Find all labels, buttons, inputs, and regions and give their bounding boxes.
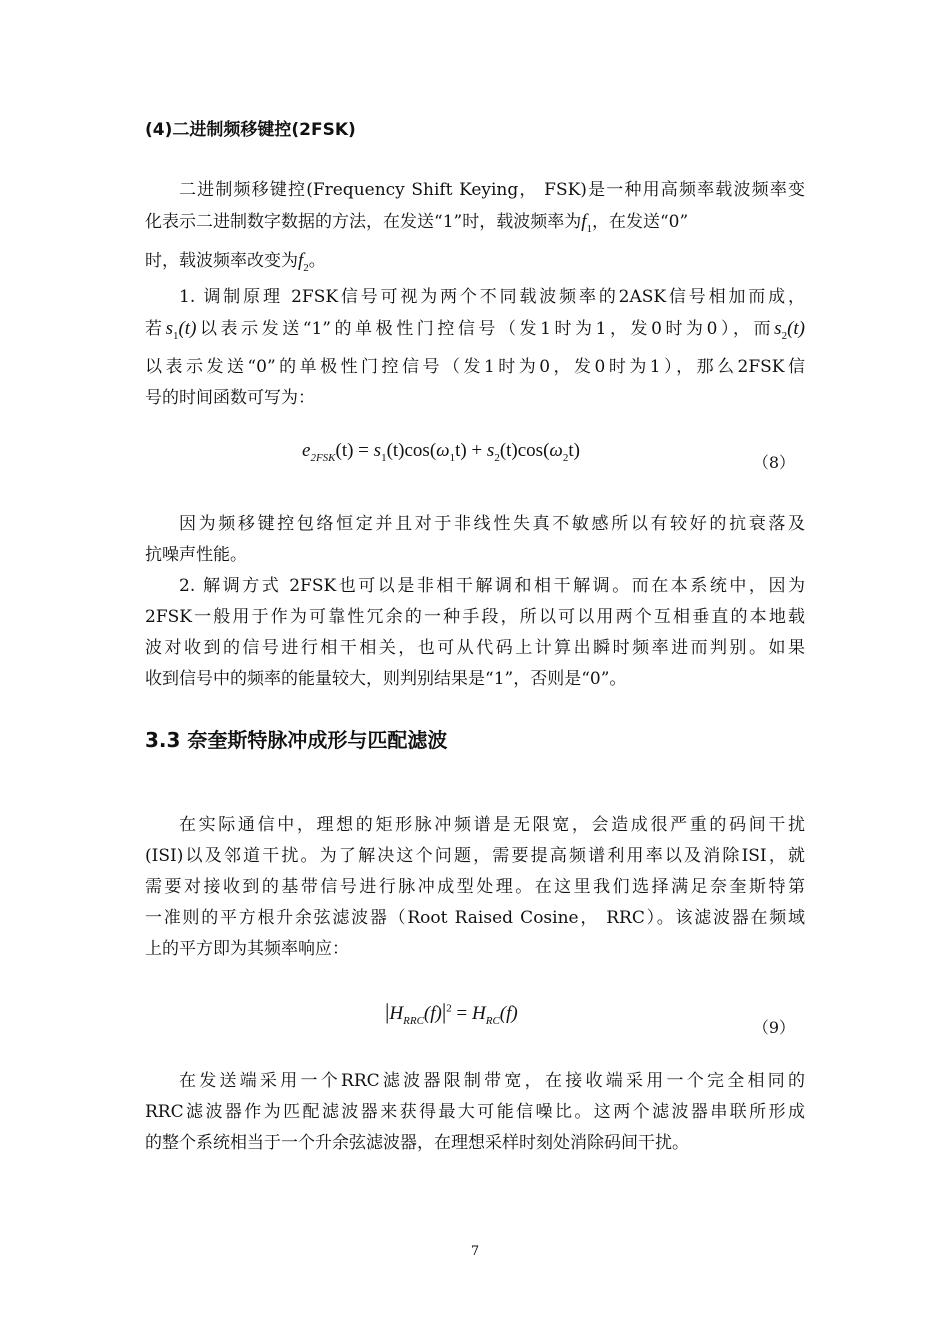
text-span: 。 [308,250,326,271]
eq-subscript: 2FSK [310,451,336,464]
eq-subscript: RRC [403,1014,424,1027]
eq-superscript: 2 [446,1002,452,1015]
eq-text: (t) = [335,440,374,461]
text-line [145,206,805,245]
equation-8-formula [302,440,580,464]
page-number: 7 [470,1244,480,1259]
text-line: 的整个系统相当于一个升余弦滤波器，在理想采样时刻处消除码间干扰。 [145,1133,689,1153]
eq-symbol: H [471,1003,486,1024]
symbol-subscript: 2 [781,329,788,342]
text-line: 因为频移键控包络恒定并且对于非线性失真不敏感所以有较好的抗衰落及 [179,514,805,534]
equation-9 [145,999,805,1039]
text-line: 以表示发送“0”的单极性门控信号（发1时为0，发0时为1），那么2FSK信 [145,356,805,377]
paragraph-robustness [145,509,805,571]
text-span: ，在发送“0” [591,212,689,232]
symbol-letter: f [581,211,587,232]
text-span: 若 [145,319,166,339]
abs-bar-right: | [441,999,447,1024]
eq-subscript: RC [485,1014,500,1027]
symbol-argument: (t) [178,318,197,339]
equation-8 [145,438,805,478]
eq-argument: (f) [423,1003,442,1024]
equation-8-number: （8） [752,453,795,472]
text-line: 在发送端采用一个RRC滤波器限制带宽，在接收端采用一个完全相同的 [179,1071,805,1091]
symbol-s1t [165,318,197,342]
symbol-subscript: 1 [586,222,592,235]
text-line [145,245,805,284]
text-line: 号的时间函数可写为： [145,387,315,408]
text-line: 在实际通信中，理想的矩形脉冲频谱是无限宽，会造成很严重的码间干扰 [179,815,805,835]
text-span: 以表示发送“1”的单极性门控信号（发1时为1，发0时为0），而 [196,319,775,339]
equation-9-formula [385,999,518,1027]
eq-symbol: ω [549,440,563,461]
eq-text: t) + [455,440,487,461]
eq-subscript: 2 [494,451,500,464]
text-span: 时，载波频率改变为 [145,250,298,271]
text-line: 二进制频移键控(Frequency Shift Keying， FSK)是一种用高频率载波频率变 [179,180,805,200]
symbol-subscript: 2 [303,261,309,274]
paragraph-fsk-intro [145,175,805,284]
eq-symbol: ω [436,440,450,461]
eq-subscript: 1 [449,451,456,464]
text-line: 抗噪声性能。 [145,545,247,565]
eq-symbol: s [373,440,382,461]
paragraph-demodulation [145,571,805,695]
text-line: 2. 解调方式 2FSK也可以是非相干解调和相干解调。而在本系统中，因为 [179,576,805,596]
text-line [145,313,805,352]
symbol-subscript: 1 [172,329,179,342]
symbol-s2t [774,318,805,342]
abs-bar-left: | [385,999,390,1024]
eq-text: (t)cos( [386,440,437,461]
text-line: RRC滤波器作为匹配滤波器来获得最大可能信噪比。这两个滤波器串联所形成 [145,1102,805,1122]
eq-text: = [451,1003,472,1024]
symbol-letter: s [165,318,173,339]
text-line: 2FSK一般用于作为可靠性冗余的一种手段，所以可以用两个互相垂直的本地载 [145,607,805,627]
eq-text: t) [568,440,580,461]
text-line: 波对收到的信号进行相干相关，也可从代码上计算出瞬时频率进而判别。如果 [145,638,805,658]
symbol-argument: (t) [787,318,805,339]
text-line: 1. 调制原理 2FSK信号可视为两个不同载波频率的2ASK信号相加而成， [179,287,805,307]
eq-symbol: s [486,440,495,461]
eq-symbol: e [302,440,311,461]
eq-text: (t)cos( [499,440,550,461]
subsection-title-2fsk: (4)二进制频移键控(2FSK) [145,120,356,140]
text-line: 上的平方即为其频率响应： [145,939,349,959]
paragraph-modulation [145,282,805,414]
symbol-letter: s [774,318,782,339]
paragraph-matched-filter [145,1066,805,1159]
equation-9-number: （9） [752,1018,795,1037]
text-span: 化表示二进制数字数据的方法，在发送“1”时，载波频率为 [145,212,582,232]
paragraph-nyquist [145,810,805,965]
symbol-f2 [298,249,309,274]
symbol-letter: f [298,249,304,271]
text-line: 收到信号中的频率的能量较大，则判别结果是“1”，否则是“0”。 [145,669,627,689]
eq-argument: (f) [499,1003,518,1024]
eq-subscript: 2 [562,451,569,464]
section-title-3-3: 3.3 奈奎斯特脉冲成形与匹配滤波 [145,728,448,752]
text-line: 需要对接收到的基带信号进行脉冲成型处理。在这里我们选择满足奈奎斯特第 [145,877,805,897]
text-line: 一准则的平方根升余弦滤波器（Root Raised Cosine， RRC）。该滤波器在频域 [145,908,805,928]
eq-symbol: H [389,1003,404,1024]
symbol-f1 [581,211,592,235]
eq-subscript: 1 [381,451,387,464]
text-line: (ISI)以及邻道干扰。为了解决这个问题，需要提高频谱利用率以及消除ISI，就 [145,846,805,866]
